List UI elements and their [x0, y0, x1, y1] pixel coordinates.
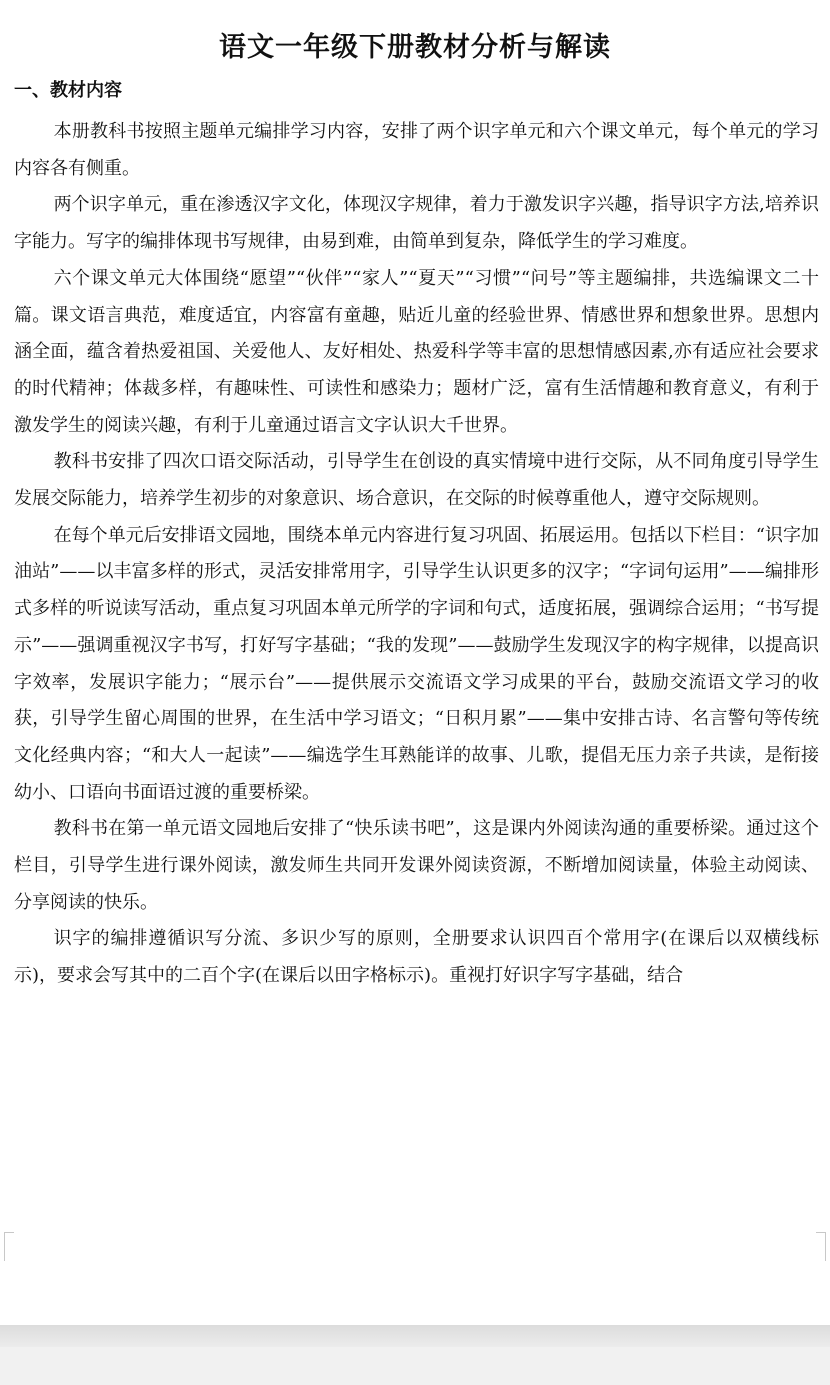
paragraph: 识字的编排遵循识写分流、多识少写的原则，全册要求认识四百个常用字(在课后以双横线标示)，要求会写其中的二百个字(在课后以田字格标示)。重视打好识字写字基础，结合	[14, 928, 819, 987]
page-separator	[0, 1325, 830, 1385]
document-body	[14, 114, 819, 995]
paragraph: 六个课文单元大体围绕“愿望”“伙伴”“家人”“夏天”“习惯”“问号”等主题编排，共选编课文二十篇。课文语言典范，难度适宜，内容富有童趣，贴近儿童的经验世界、情感世界和想象世界。思想内涵全面，蕴含着热爱祖国、关爱他人、友好相处、热爱科学等丰富的思想情感因素,亦有适应社会要求的时代精神；体裁多样，有趣味性、可读性和感染力；题材广泛，富有生活情趣和教育意义，有利于激发学生的阅读兴趣，有利于儿童通过语言文字认识大千世界。	[14, 267, 819, 436]
paragraph: 教科书在第一单元语文园地后安排了“快乐读书吧”，这是课内外阅读沟通的重要桥梁。通过这个栏目，引导学生进行课外阅读，激发师生共同开发课外阅读资源，不断增加阅读量，体验主动阅读、分享阅读的快乐。	[14, 818, 819, 913]
paragraph: 两个识字单元，重在渗透汉字文化，体现汉字规律，着力于激发识字兴趣，指导识字方法,培养识字能力。写字的编排体现书写规律，由易到难，由简单到复杂，降低学生的学习难度。	[14, 194, 819, 253]
page-corner-mark-right	[816, 1232, 826, 1261]
document-title: 语文一年级下册教材分析与解读	[219, 32, 611, 63]
page-shadow	[0, 1325, 830, 1347]
paragraph: 在每个单元后安排语文园地，围绕本单元内容进行复习巩固、拓展运用。包括以下栏目：“识字加油站”——以丰富多样的形式，灵活安排常用字，引导学生认识更多的汉字；“字词句运用”——编排形式多样的听说读写活动，重点复习巩固本单元所学的字词和句式，适度拓展，强调综合运用；“书写提示”——强调重视汉字书写，打好写字基础；“我的发现”——鼓励学生发现汉字的构字规律，以提高识字效率，发展识字能力；“展示台”——提供展示交流语文学习成果的平台，鼓励交流语文学习的收获，引导学生留心周围的世界，在生活中学习语文；“日积月累”——集中安排古诗、名言警句等传统文化经典内容；“和大人一起读”——编选学生耳熟能详的故事、儿歌，提倡无压力亲子共读，是衔接幼小、口语向书面语过渡的重要桥梁。	[14, 524, 819, 803]
section-heading: 一、教材内容	[14, 80, 122, 101]
page-corner-mark-left	[4, 1232, 14, 1261]
paragraph: 教科书安排了四次口语交际活动，引导学生在创设的真实情境中进行交际，从不同角度引导学生发展交际能力，培养学生初步的对象意识、场合意识，在交际的时候尊重他人，遵守交际规则。	[14, 451, 819, 510]
paragraph: 本册教科书按照主题单元编排学习内容，安排了两个识字单元和六个课文单元，每个单元的学习内容各有侧重。	[14, 121, 819, 179]
